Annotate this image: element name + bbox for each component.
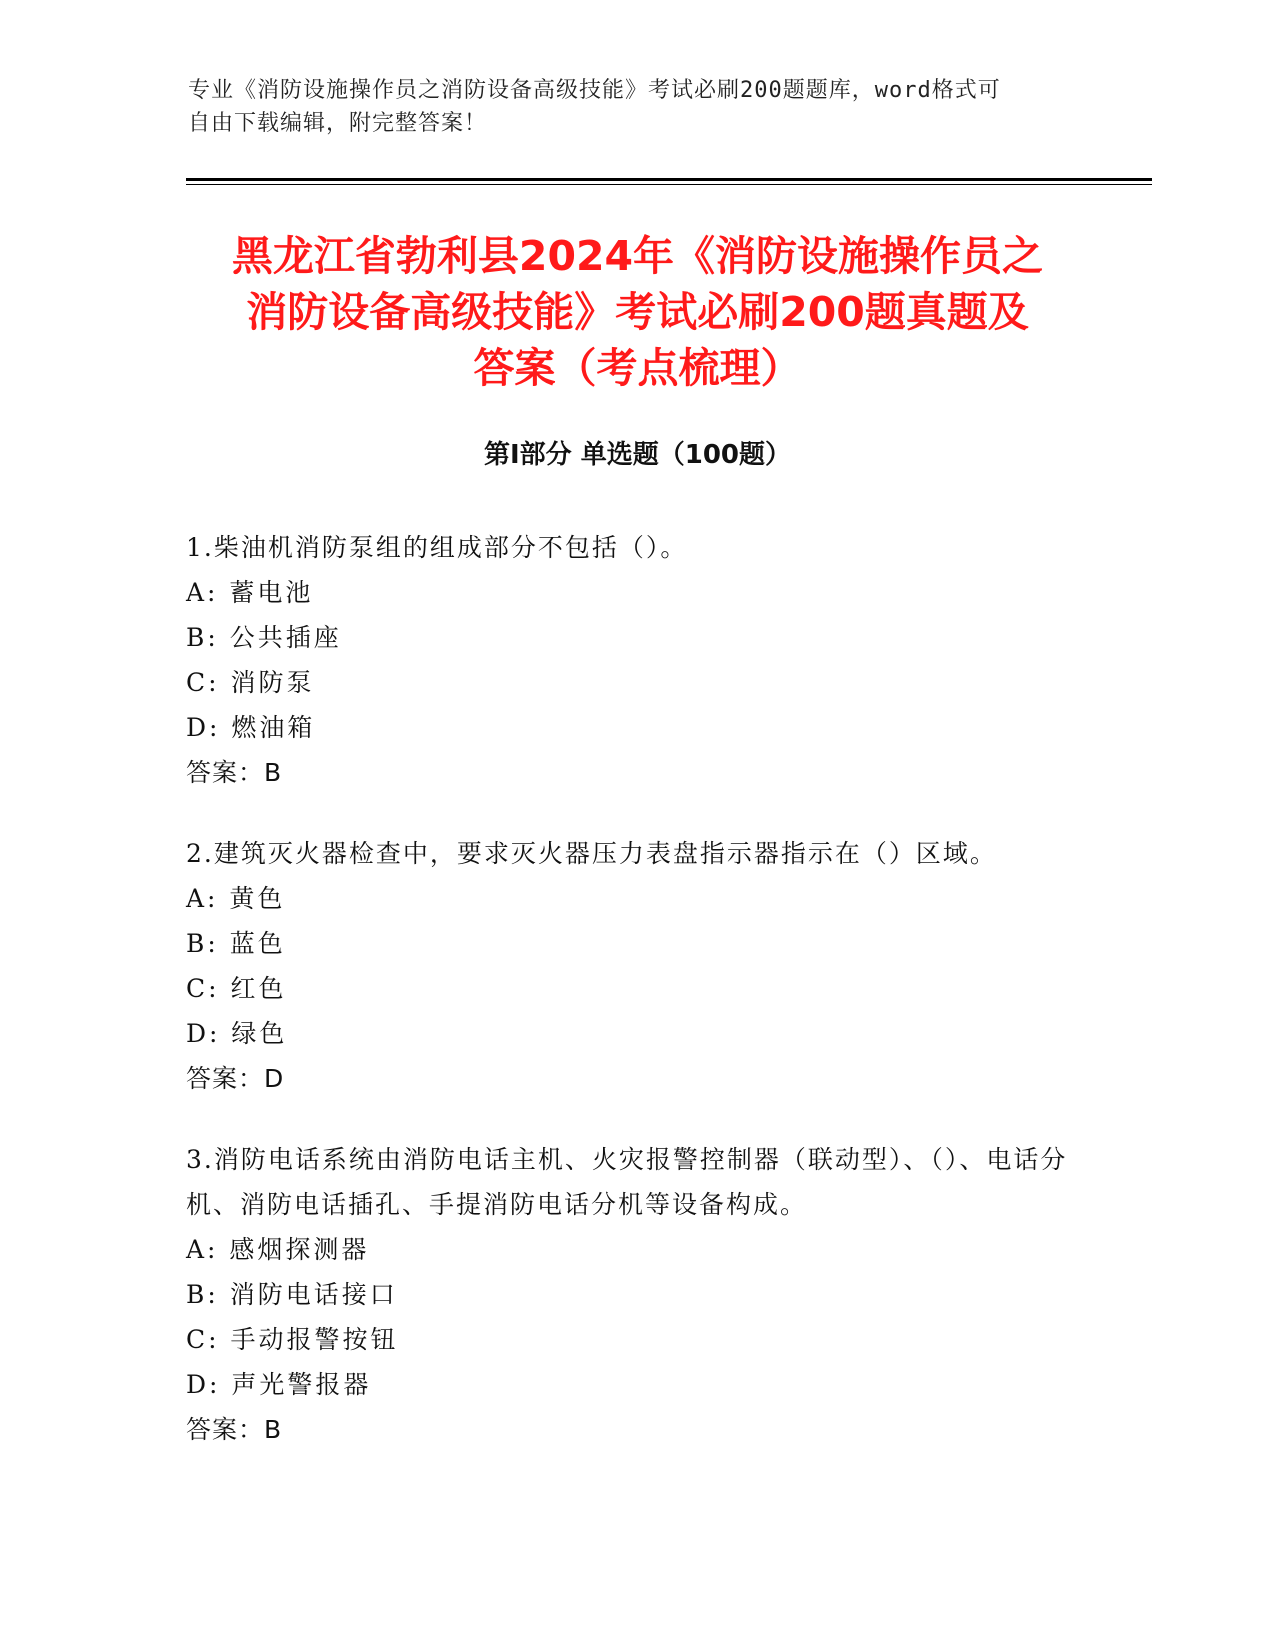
- option-b: B: 公共插座: [186, 623, 342, 652]
- document-title-line-1: 黑龙江省勃利县2024年《消防设施操作员之: [231, 232, 1044, 280]
- option-b: B: 蓝色: [186, 929, 286, 958]
- answer-line: 答案：B: [186, 758, 283, 787]
- option-a: A: 蓄电池: [186, 578, 314, 607]
- option-c: C: 手动报警按钮: [186, 1325, 399, 1354]
- header-divider-thin: [186, 184, 1152, 185]
- header-note: [188, 74, 1088, 140]
- question-stem: 1.柴油机消防泵组的组成部分不包括（）。: [186, 533, 688, 562]
- option-d: D: 声光警报器: [186, 1370, 372, 1399]
- option-d: D: 绿色: [186, 1019, 288, 1048]
- option-d: D: 燃油箱: [186, 713, 316, 742]
- option-a: A: 感烟探测器: [186, 1235, 370, 1264]
- question-stem: 2.建筑灭火器检查中，要求灭火器压力表盘指示器指示在（）区域。: [186, 839, 997, 868]
- question-2: [186, 831, 1086, 1101]
- option-b: B: 消防电话接口: [186, 1280, 398, 1309]
- header-note-line-2: 自由下载编辑，附完整答案！: [188, 111, 488, 136]
- question-stem: 3.消防电话系统由消防电话主机、火灾报警控制器（联动型）、（）、电话分机、消防电话插孔、手提消防电话分机等设备构成。: [186, 1145, 1068, 1219]
- question-list: [186, 525, 1086, 1488]
- option-c: C: 消防泵: [186, 668, 315, 697]
- document-title: [150, 228, 1125, 396]
- question-1: [186, 525, 1086, 795]
- document-title-line-3: 答案（考点梳理）: [473, 344, 802, 392]
- answer-line: 答案：B: [186, 1415, 283, 1444]
- answer-line: 答案：D: [186, 1064, 285, 1093]
- option-c: C: 红色: [186, 974, 287, 1003]
- header-note-line-1: 专业《消防设施操作员之消防设备高级技能》考试必刷200题题库，word格式可: [188, 78, 1001, 103]
- section-heading: 第Ⅰ部分 单选题（100题）: [484, 440, 791, 470]
- question-3: [186, 1137, 1086, 1452]
- document-title-line-2: 消防设备高级技能》考试必刷200题真题及: [246, 288, 1029, 336]
- option-a: A: 黄色: [186, 884, 286, 913]
- header-divider-thick: [186, 178, 1152, 181]
